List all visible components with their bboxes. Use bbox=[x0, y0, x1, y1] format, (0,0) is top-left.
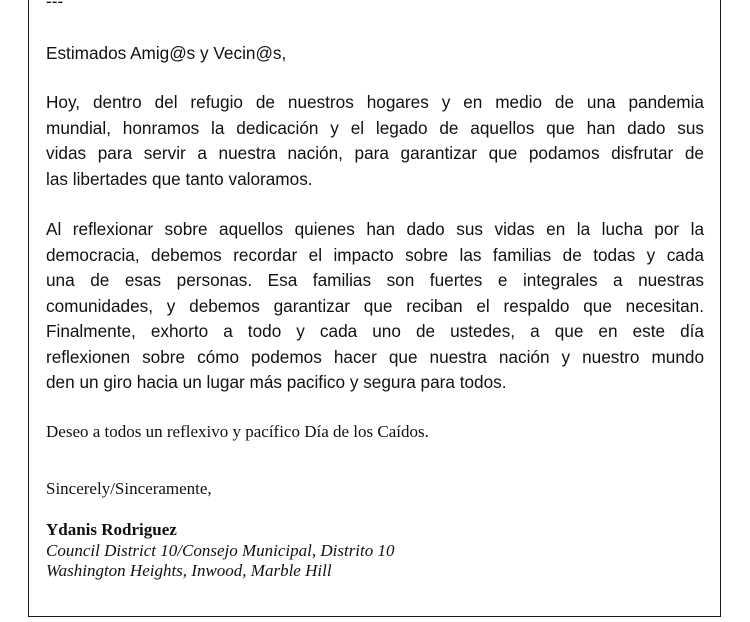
separator-dashes: --- bbox=[46, 0, 64, 11]
paragraph-line: Hoy, dentro del refugio de nuestros hogares y en medio de una pandemia bbox=[46, 92, 704, 112]
paragraph-line: vidas para servir a nuestra nación, para garantizar que podamos disfrutar de bbox=[46, 143, 704, 163]
paragraph-line: las libertades que tanto valoramos. bbox=[46, 168, 313, 189]
signer-name: Ydanis Rodriguez bbox=[46, 520, 177, 539]
signer-title: Council District 10/Consejo Municipal, Distrito 10 bbox=[46, 540, 395, 560]
signer-district-area: Washington Heights, Inwood, Marble Hill bbox=[46, 561, 332, 580]
paragraph-line: comunidades, y debemos garantizar que reciban el respaldo que necesitan. bbox=[46, 295, 704, 316]
paragraph-line: den un giro hacia un lugar más pacifico y segura para todos. bbox=[46, 372, 507, 392]
paragraph-line: una de esas personas. Esa familias son fuertes e integrales a nuestras bbox=[46, 270, 704, 290]
paragraph-line: Al reflexionar sobre aquellos quienes han dado sus vidas en la lucha por la bbox=[46, 219, 704, 239]
letter-greeting: Estimados Amig@s y Vecin@s, bbox=[46, 43, 287, 63]
letter-closing: Sincerely/Sinceramente, bbox=[46, 479, 212, 498]
letter-paragraph-1 bbox=[46, 90, 704, 192]
signature-block bbox=[46, 520, 704, 582]
letter-paragraph-2 bbox=[46, 217, 704, 396]
paragraph-line: reflexionen sobre cómo podemos hacer que nuestra nación y nuestro mundo bbox=[46, 346, 704, 367]
memorial-day-wish: Deseo a todos un reflexivo y pacífico Día de los Caídos. bbox=[46, 422, 429, 441]
paragraph-line: Finalmente, exhorto a todo y cada uno de ustedes, a que en este día bbox=[46, 321, 704, 341]
paragraph-line: democracia, debemos recordar el impacto sobre las familias de todas y cada bbox=[46, 244, 704, 265]
paragraph-line: mundial, honramos la dedicación y el legado de aquellos que han dado sus bbox=[46, 117, 704, 138]
